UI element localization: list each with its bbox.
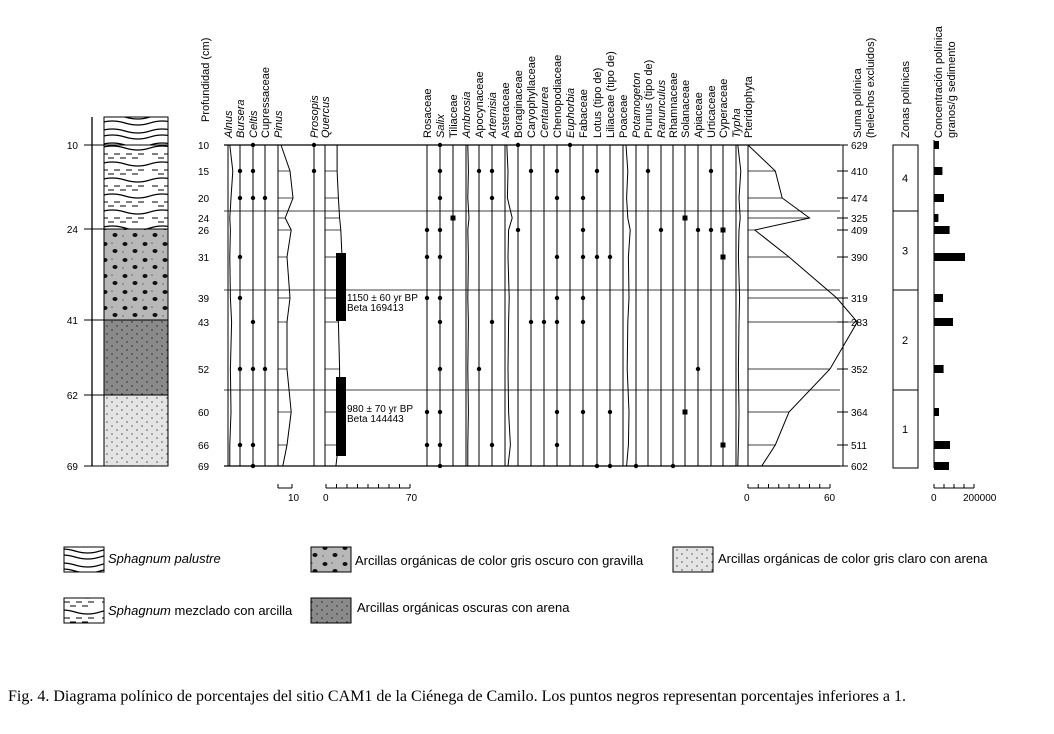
taxon-label-2: Bursera xyxy=(235,99,247,138)
sum-value: 410 xyxy=(851,167,868,178)
taxon-label-14: Asteraceae xyxy=(500,82,512,138)
legend-swatch-5 xyxy=(311,598,351,623)
conc-bar xyxy=(934,141,939,149)
trace-dot xyxy=(516,143,520,147)
trace-dot xyxy=(238,367,242,371)
depth-label: 24 xyxy=(198,214,210,225)
conc-title-1: Concentración polínica xyxy=(933,26,945,138)
taxon-label-15: Boraginaceae xyxy=(513,70,525,138)
trace-dot xyxy=(709,169,713,173)
sum-value: 409 xyxy=(851,226,868,237)
lithology-layer-1 xyxy=(104,117,168,145)
taxon-label-27: Rhamnaceae xyxy=(668,72,680,138)
taxon-label-30: Urticaceae xyxy=(706,85,718,138)
trace-dot xyxy=(555,196,559,200)
trace-dot xyxy=(312,169,316,173)
taxon-label-5: Pinus xyxy=(273,110,285,138)
trace-dot xyxy=(595,255,599,259)
sum-title-1: Suma polínica xyxy=(852,68,864,138)
conc-bar xyxy=(934,408,939,416)
trace-dot xyxy=(238,255,242,259)
lithology-tick-label: 10 xyxy=(66,141,78,152)
trace-dot xyxy=(490,169,494,173)
trace-dot xyxy=(438,296,442,300)
legend-label-1: Sphagnum palustre xyxy=(108,551,221,566)
trace-dot xyxy=(555,296,559,300)
figure-caption: Fig. 4. Diagrama polínico de porcentajes del sitio CAM1 de la Ciénega de Camilo. Los puntos negros representan porcentajes inferiores a 1. xyxy=(8,688,906,705)
depth-label: 43 xyxy=(198,318,210,329)
trace-dot xyxy=(438,169,442,173)
trace-dot xyxy=(581,410,585,414)
scale-pterido-max: 60 xyxy=(824,493,836,504)
sum-value: 511 xyxy=(851,441,867,452)
trace-dot xyxy=(516,228,520,232)
legend-swatch-1 xyxy=(64,547,104,572)
taxon-curve xyxy=(228,145,233,466)
legend-label-5: Arcillas orgánicas oscuras con arena xyxy=(357,600,570,615)
depth-label: 20 xyxy=(198,194,210,205)
trace-square xyxy=(683,216,688,221)
taxon-label-7: Quercus xyxy=(320,96,332,138)
taxon-label-24: Potamogeton xyxy=(631,72,643,138)
trace-dot xyxy=(263,196,267,200)
trace-square xyxy=(721,443,726,448)
taxon-curve xyxy=(748,145,857,466)
trace-dot xyxy=(238,196,242,200)
date-label-1: 1150 ± 60 yr BP xyxy=(347,293,418,304)
taxon-label-3: Celtis xyxy=(248,110,260,138)
trace-dot xyxy=(490,320,494,324)
conc-scale-min: 0 xyxy=(931,493,937,504)
taxon-curve xyxy=(278,145,293,466)
conc-bar xyxy=(934,441,950,449)
legend-swatch-4 xyxy=(64,598,104,623)
trace-dot xyxy=(696,367,700,371)
trace-dot xyxy=(238,296,242,300)
conc-scale-max: 200000 xyxy=(963,493,997,504)
taxon-label-4: Cupressaceae xyxy=(260,67,272,138)
conc-bar xyxy=(934,318,953,326)
trace-dot xyxy=(477,367,481,371)
depth-label: 31 xyxy=(198,253,210,264)
date-code-1: Beta 169413 xyxy=(347,303,404,314)
trace-dot xyxy=(438,196,442,200)
trace-dot xyxy=(251,320,255,324)
depth-label: 10 xyxy=(198,141,210,152)
trace-dot xyxy=(709,228,713,232)
sum-value: 319 xyxy=(851,294,868,305)
depth-label: 15 xyxy=(198,167,210,178)
zone-label-1: 1 xyxy=(901,424,909,436)
taxon-label-21: Lotus (tipo de) xyxy=(592,67,604,138)
trace-dot xyxy=(529,320,533,324)
taxon-label-11: Ambrosia xyxy=(461,91,473,138)
trace-square xyxy=(451,216,456,221)
sum-value: 364 xyxy=(851,408,868,419)
trace-dot xyxy=(438,367,442,371)
depth-label: 60 xyxy=(198,408,210,419)
trace-dot xyxy=(438,464,442,468)
trace-dot xyxy=(490,443,494,447)
lithology-layer-5 xyxy=(104,395,168,466)
taxon-label-12: Apocynaceae xyxy=(474,71,486,138)
depth-label: 39 xyxy=(198,294,210,305)
zone-label-3: 3 xyxy=(901,245,909,258)
trace-dot xyxy=(581,296,585,300)
trace-square xyxy=(721,255,726,260)
sum-value: 325 xyxy=(851,214,868,225)
trace-dot xyxy=(555,320,559,324)
trace-dot xyxy=(608,255,612,259)
trace-dot xyxy=(425,228,429,232)
legend-label-3: Arcillas orgánicas de color gris claro con arena xyxy=(718,551,988,566)
zones-frame xyxy=(893,145,918,468)
trace-dot xyxy=(251,443,255,447)
trace-dot xyxy=(238,443,242,447)
trace-dot xyxy=(646,169,650,173)
trace-dot xyxy=(263,367,267,371)
trace-dot xyxy=(251,143,255,147)
taxon-label-32: Typha xyxy=(731,108,743,138)
lithology-tick-label: 62 xyxy=(66,391,78,402)
trace-dot xyxy=(438,320,442,324)
trace-dot xyxy=(555,255,559,259)
trace-dot xyxy=(438,255,442,259)
date-label-2: 980 ± 70 yr BP xyxy=(347,404,414,415)
trace-dot xyxy=(425,410,429,414)
conc-bar xyxy=(934,194,944,202)
lithology-tick-label: 41 xyxy=(66,316,78,327)
taxon-label-20: Fabaceae xyxy=(578,89,590,138)
lithology-tick-label: 24 xyxy=(66,225,78,236)
trace-dot xyxy=(251,169,255,173)
legend-swatch-2 xyxy=(311,547,351,572)
trace-dot xyxy=(529,169,533,173)
depth-label: 66 xyxy=(198,441,210,452)
trace-dot xyxy=(251,196,255,200)
trace-dot xyxy=(542,320,546,324)
trace-dot xyxy=(251,464,255,468)
date-bar-1 xyxy=(336,253,346,321)
trace-dot xyxy=(251,367,255,371)
trace-dot xyxy=(438,443,442,447)
trace-dot xyxy=(595,169,599,173)
taxon-label-22: Liliaceae (tipo de) xyxy=(605,51,617,138)
trace-dot xyxy=(555,410,559,414)
taxon-label-1: Alnus xyxy=(223,110,235,138)
trace-dot xyxy=(581,320,585,324)
trace-dot xyxy=(438,228,442,232)
conc-bar xyxy=(934,226,950,234)
trace-dot xyxy=(581,196,585,200)
scale-pinus-label: 10 xyxy=(288,493,300,504)
scale-prosopis-max: 70 xyxy=(406,493,418,504)
taxon-label-6: Prosopis xyxy=(309,95,321,138)
conc-bar xyxy=(934,365,944,373)
trace-square xyxy=(721,228,726,233)
taxon-label-19: Euphorbia xyxy=(565,87,577,138)
depth-label: 52 xyxy=(198,365,210,376)
conc-bar xyxy=(934,214,938,222)
conc-bar xyxy=(934,462,949,470)
taxon-label-8: Rosaceae xyxy=(422,88,434,138)
conc-title-2: granos/g sedimento xyxy=(946,41,958,138)
zones-title: Zonas polínicas xyxy=(900,60,912,138)
sum-value: 283 xyxy=(851,318,868,329)
trace-dot xyxy=(659,228,663,232)
trace-dot xyxy=(671,464,675,468)
trace-dot xyxy=(425,296,429,300)
trace-dot xyxy=(238,169,242,173)
taxon-label-23: Poaceae xyxy=(618,94,630,138)
taxon-label-29: Apiaceae xyxy=(693,92,705,138)
taxon-curve xyxy=(505,145,512,466)
taxon-label-33: Pteridophyta xyxy=(743,76,755,138)
taxon-curve xyxy=(623,145,630,466)
lithology-layer-4 xyxy=(104,320,168,395)
taxon-label-18: Chenopodiaceae xyxy=(552,54,564,138)
taxon-label-26: Ranunculus xyxy=(656,79,668,138)
taxon-label-13: Artemisia xyxy=(487,92,499,138)
trace-dot xyxy=(555,443,559,447)
scale-prosopis-min: 0 xyxy=(323,493,329,504)
scale-pterido-min: 0 xyxy=(744,493,750,504)
lithology-layer-2 xyxy=(104,145,168,229)
trace-dot xyxy=(608,410,612,414)
taxon-label-17: Centaurea xyxy=(539,86,551,138)
date-code-2: Beta 144443 xyxy=(347,414,404,425)
trace-square xyxy=(683,410,688,415)
trace-dot xyxy=(425,443,429,447)
legend-label-2: Arcillas orgánicas de color gris oscuro con gravilla xyxy=(355,553,644,568)
trace-dot xyxy=(490,196,494,200)
lithology-layer-3 xyxy=(104,229,168,320)
trace-dot xyxy=(608,464,612,468)
sum-value: 474 xyxy=(851,194,868,205)
trace-dot xyxy=(634,464,638,468)
sum-value: 390 xyxy=(851,253,868,264)
taxon-label-9: Salix xyxy=(435,114,447,138)
sum-value: 629 xyxy=(851,141,868,152)
taxon-label-31: Cyperaceae xyxy=(718,78,730,138)
zone-label-2: 2 xyxy=(901,335,909,347)
sum-value: 352 xyxy=(851,365,868,376)
trace-dot xyxy=(581,255,585,259)
depth-label: 26 xyxy=(198,226,210,237)
trace-dot xyxy=(568,143,572,147)
legend-label-4: Sphagnum mezclado con arcilla xyxy=(108,603,293,618)
conc-bar xyxy=(934,253,965,261)
trace-dot xyxy=(595,464,599,468)
depth-label: 69 xyxy=(198,462,210,473)
date-bar-2 xyxy=(336,377,346,456)
legend-swatch-3 xyxy=(673,547,713,572)
trace-dot xyxy=(696,228,700,232)
lithology-tick-label: 69 xyxy=(66,462,78,473)
taxon-curve xyxy=(736,145,741,466)
trace-dot xyxy=(425,255,429,259)
taxon-label-16: Caryophyllaceae xyxy=(526,56,538,138)
sum-title-2: (helechos excluidos) xyxy=(865,37,877,138)
zone-label-4: 4 xyxy=(901,173,909,185)
conc-bar xyxy=(934,294,943,302)
trace-dot xyxy=(312,143,316,147)
taxon-label-28: Solanaceae xyxy=(680,79,692,138)
taxon-label-25: Prunus (tipo de) xyxy=(643,59,655,138)
trace-dot xyxy=(438,410,442,414)
sum-value: 602 xyxy=(851,462,868,473)
taxon-label-10: Tiliaceae xyxy=(448,94,460,138)
conc-bar xyxy=(934,167,942,175)
trace-dot xyxy=(581,228,585,232)
depth-axis-title: Profundidad (cm) xyxy=(200,37,212,122)
trace-dot xyxy=(477,169,481,173)
trace-dot xyxy=(555,169,559,173)
trace-dot xyxy=(438,143,442,147)
